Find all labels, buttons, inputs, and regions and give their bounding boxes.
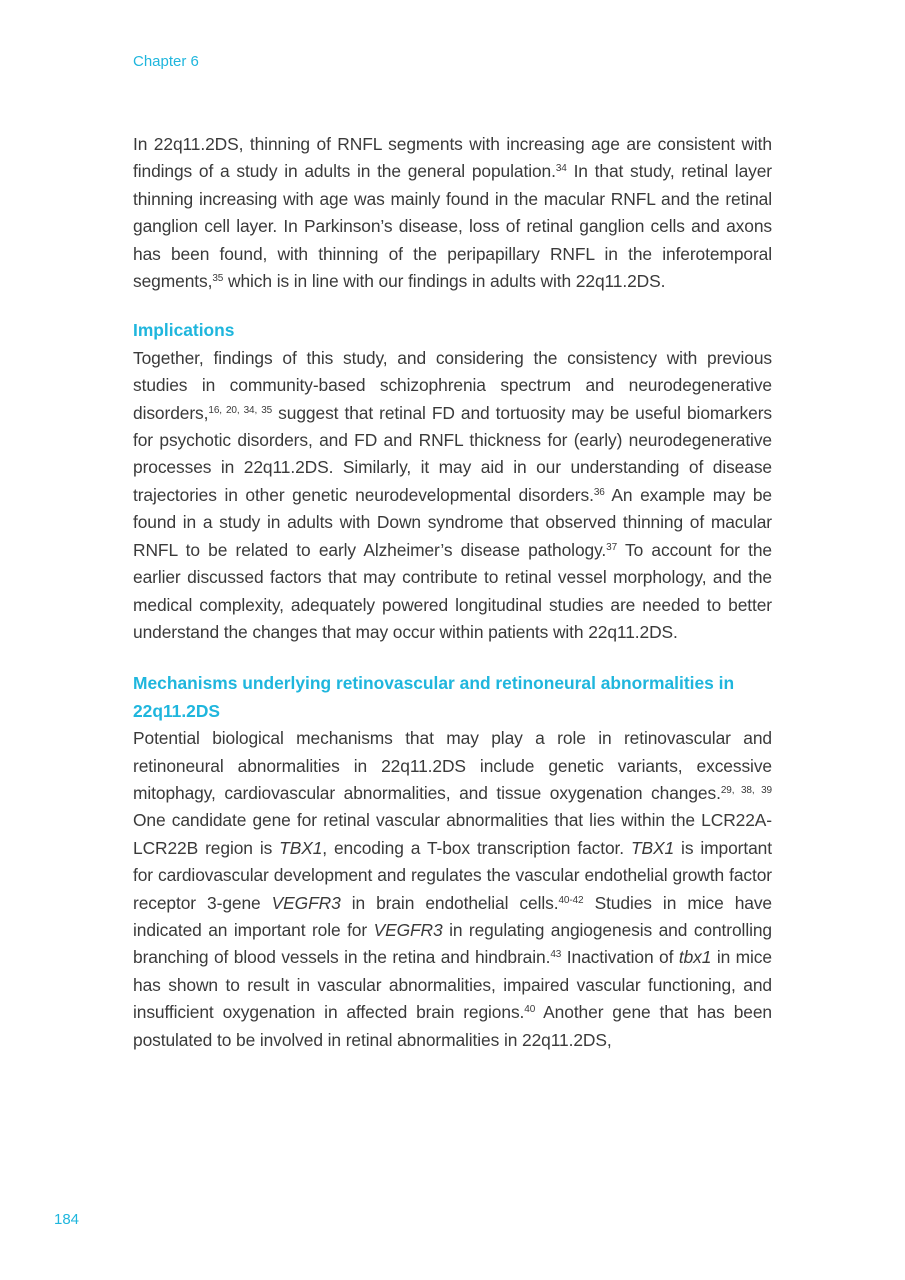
text-run: Together, findings of this study, and considering the consistency with previous studies in community-based schizophrenia spectrum and neurodegenerative disorders, <box>133 347 772 423</box>
text-run: in brain endothelial cells. <box>340 892 559 913</box>
citation-superscript: 36 <box>593 486 605 498</box>
gene-name: VEGFR3 <box>373 919 443 940</box>
text-run: An example may be found in a study in adults with Down syndrome that observed thinning of macular RNFL to be related to early Alzheimer’s disease pathology. <box>133 484 772 560</box>
citation-superscript: 40 <box>524 1004 536 1016</box>
text-run: Inactivation of <box>561 947 679 968</box>
paragraph-implications <box>133 345 772 646</box>
citation-superscript: 37 <box>606 541 618 553</box>
paragraph-mechanisms <box>133 725 772 1054</box>
gene-name: TBX1 <box>279 837 323 858</box>
text-run: In 22q11.2DS, thinning of RNFL segments with increasing age are consistent with findings of a study in adults in the general population. <box>133 134 772 182</box>
gene-name: VEGFR3 <box>271 892 341 913</box>
heading-mechanisms: Mechanisms underlying retinovascular and retinoneural abnormalities in 22q11.2DS <box>133 673 735 721</box>
text-run: Another gene that has been postulated to be involved in retinal abnormalities in 22q11.2DS, <box>133 1002 772 1050</box>
gene-name: tbx1 <box>678 947 712 968</box>
text-run: is important for cardiovascular development and regulates the vascular endothelial growth factor receptor 3-gene <box>133 837 772 913</box>
citation-superscript: 40-42 <box>558 894 584 906</box>
text-run: In that study, retinal layer thinning increasing with age was mainly found in the macular RNFL and the retinal ganglion cell layer. In Parkinson’s disease, loss of retinal ganglion cells and axons has been found, with thinning of the peripapillary RNFL in the inferotemporal segments, <box>133 161 772 292</box>
text-run: Studies in mice have indicated an important role for <box>133 892 773 940</box>
citation-superscript: 29, 38, 39 <box>720 784 772 796</box>
citation-superscript: 16, 20, 34, 35 <box>208 404 273 416</box>
page-number: 184 <box>54 1211 80 1228</box>
text-run: which is in line with our findings in adults with 22q11.2DS. <box>223 271 666 292</box>
text-run: To account for the earlier discussed factors that may contribute to retinal vessel morphology, and the medical complexity, adequately powered longitudinal studies are needed to better understand the changes that may occur within patients with 22q11.2DS. <box>133 539 772 642</box>
text-run: in mice has shown to result in vascular abnormalities, impaired vascular functioning, and insufficient oxygenation in affected brain regions. <box>133 947 772 1023</box>
running-head: Chapter 6 <box>133 53 199 70</box>
heading-implications: Implications <box>133 320 235 341</box>
text-run: , encoding a T-box transcription factor. <box>322 837 631 858</box>
text-run: One candidate gene for retinal vascular abnormalities that lies within the LCR22A-LCR22B region is <box>133 810 772 858</box>
gene-name: TBX1 <box>630 837 675 858</box>
citation-superscript: 35 <box>212 273 224 285</box>
paragraph-age-thinning <box>133 131 772 295</box>
citation-superscript: 34 <box>555 163 567 175</box>
text-run: Potential biological mechanisms that may play a role in retinovascular and retinoneural abnormalities in 22q11.2DS include genetic variants, excessive mitophagy, cardiovascular abnormalities, and tissue oxygenation changes. <box>133 728 772 803</box>
text-run: in regulating angiogenesis and controlling branching of blood vessels in the retina and hindbrain. <box>133 919 772 968</box>
page-body <box>133 131 772 1054</box>
text-run: suggest that retinal FD and tortuosity may be useful biomarkers for psychotic disorders, and FD and RNFL thickness for (early) neurodegenerative processes in 22q11.2DS. Similarly, it may aid in our understanding of disease trajectories in other genetic neurodevelopmental disorders. <box>133 402 772 505</box>
citation-superscript: 43 <box>550 949 562 961</box>
